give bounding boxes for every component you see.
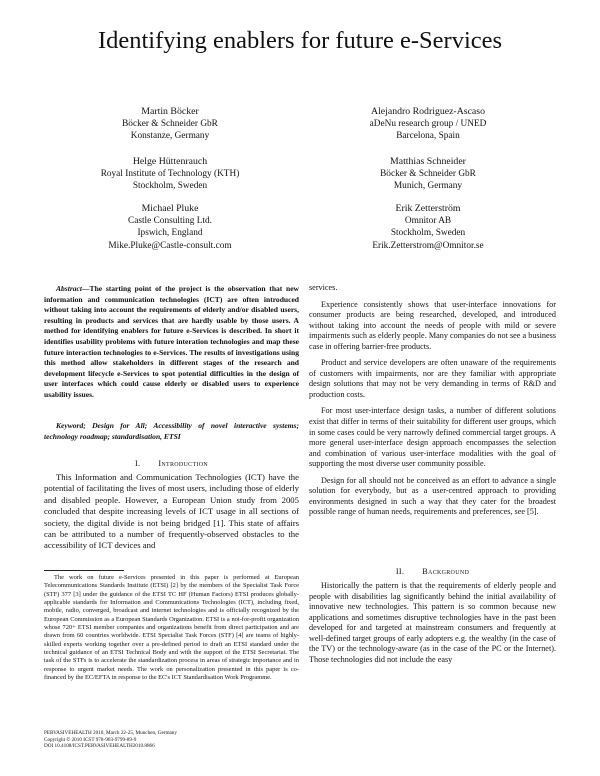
footnote [44,574,299,682]
paragraph: This Information and Communication Technologies (ICT) have the potential of facilitating the lives of most users, including those of elderly and disabled people. However, a European Union study from 2005 concluded that despite increasing levels of ICT usage in all sections of society, the digital divide is not being bridged [1]. This state of affairs can be attributed to a number of frequently-observed obstacles to the accessibility of ICT devices and [44,472,299,551]
author-4 [318,156,538,193]
conference-meta [44,730,304,750]
author-location: Stockholm, Sweden [132,181,208,192]
author-2 [318,106,538,143]
section-title: Background [422,567,470,576]
paragraph: For most user-interface design tasks, a number of different solutions exist that differ in terms of their suitability for different user groups, which in some cases could be very narrowly defined commercial target groups. A more general user-interface design approach encompasses the selection and combination of various user-interface modalities with the goal of supporting the most diverse user community possible. [309,406,556,469]
paragraph: Experience consistently shows that user-interface innovations for consumer products are being researched, developed, and introduced without taking into account the needs of people with mild or severe impairments such as elderly people. Many companies do not see a business case in offering barrier-free products. [309,299,556,351]
author-affiliation: Omnitor AB [404,216,452,227]
keywords: Keyword; Design for All; Accessibility of novel interactive systems; technology roadmap; standardisation, ETSI [44,421,299,441]
paper-title: Identifying enablers for future e-Services [97,27,503,54]
author-name: Matthias Schneider [390,156,466,167]
meta-line: DOI 10.4108/ICST.PERVASIVEHEALTH2010.8866 [44,743,155,750]
author-name: Martin Böcker [141,106,199,117]
author-6 [318,203,538,252]
author-name: Alejandro Rodriguez-Ascaso [371,106,485,117]
meta-line: Copyright © 2010 ICST 978-963-9799-89-9 [44,736,137,743]
author-location: Konstanze, Germany [130,131,210,142]
author-name: Michael Pluke [141,203,199,214]
author-5 [60,203,280,252]
paragraph: services. [309,283,338,292]
right-column-body [309,283,556,518]
author-affiliation: Royal Institute of Technology (KTH) [100,169,240,180]
paragraph: Historically the pattern is that the requirements of elderly people and people with disabilities lag significantly behind the initial availability of innovative new technologies. This pattern is so common because new applications and sometimes disruptive technologies have in the past been developed for and targeted at mainstream consumers and frequently at well-defined target groups of early adopters e.g. the wealthy (in the case of the TV) or the technology-aware (as in the case of the PC or the Internet). Those technologies did not include the easy [309,581,556,664]
author-affiliation: Böcker & Schneider GbR [380,169,476,180]
author-name: Helge Hüttenrauch [132,156,208,167]
author-email[interactable]: Mike.Pluke@Castle-consult.com [108,240,232,251]
section-title: Introduction [158,459,209,468]
abstract-text: —The starting point of the project is the observation that new information and communication technologies (ICT) are often introduced without taking into account the requirements of elderly and/or disabled users, resulting in products and services that are hardly usable by those users. A method for identifying enablers for future e-Services is described. In short it identifies usability problems with future interation technologies and map these future interaction technologies to e-Services. The results of investigations using this method allow stakeholders in different stages of the research and development lifecycle e-Services to spot potential difficulties in the design of user interfaces which could cause elderly or disabled users to experience usability issues. [44,284,299,399]
paragraph: Product and service developers are often unaware of the requirements of customers with impairments, nor are they familiar with appropriate design solutions that may not be very demanding in terms of R&D and production costs. [309,358,556,399]
author-location: Munich, Germany [393,181,463,192]
author-email[interactable]: Erik.Zetterstrom@Omnitor.se [372,240,484,251]
author-1 [60,106,280,143]
author-location: Stockholm, Sweden [390,228,466,239]
meta-line: PERVASIVEHEALTH 2010, March 22-25, Munchen, Germany [44,730,177,736]
left-column-body [44,472,299,552]
abstract [44,284,299,401]
section-heading-introduction [44,459,299,468]
paragraph: Design for all should not be conceived as an effort to advance a single solution for everybody, but as a user-centred approach to providing environments designed in such a way that they cater for the broadest possible range of human needs, requirements and preferences, see [5]. [309,475,556,517]
section-heading-background [309,567,556,576]
footnote-rule [44,570,124,571]
footnote-text: The work on future e-Services presented in this paper is performed at European Telecommunications Standards Institute (ETSI) [2] by the members of the Specialist Task Force (STF) 377 [3] under the guidance of the ETSI TC HF (Human Factors) ETSI produces globally-applicable standards for Information and Communications Technologies (ICT), including fixed, mobile, radio, converged, broadcast and internet technologies and is officially recognized by the European Commission as a European Standards Organization. ETSI is a not-for-profit organization whose 720+ ETSI member companies and organizations benefit from direct participation and are drawn from 60 countries worldwide. ETSI Specialist Task Forces (STF) [4] are teams of highly-skilled experts working together over a pre-defined period to draft an ETSI standard under the technical guidance of an ETSI Technical Body and with the support of the ETSI Secretariat. The task of the STFs is to accelerate the standardization process in areas of strategic importance and in response to urgent market needs. The work on personalization presented in this paper is co-financed by the EC/EFTA in response to the EC's ICT Standardisation Work Programme. [44,574,299,682]
author-3 [60,156,280,193]
section-number: I. [134,459,141,468]
author-location: Barcelona, Spain [396,131,460,142]
author-location: Ipswich, England [137,228,203,239]
author-affiliation: Castle Consulting Ltd. [128,216,212,227]
abstract-label: Abstract [56,284,82,293]
author-affiliation: aDeNu research group / UNED [369,119,487,130]
right-column-body-2 [309,581,556,665]
author-name: Erik Zetterström [395,203,461,214]
author-affiliation: Böcker & Schneider GbR [122,119,218,130]
section-number: II. [395,567,405,576]
